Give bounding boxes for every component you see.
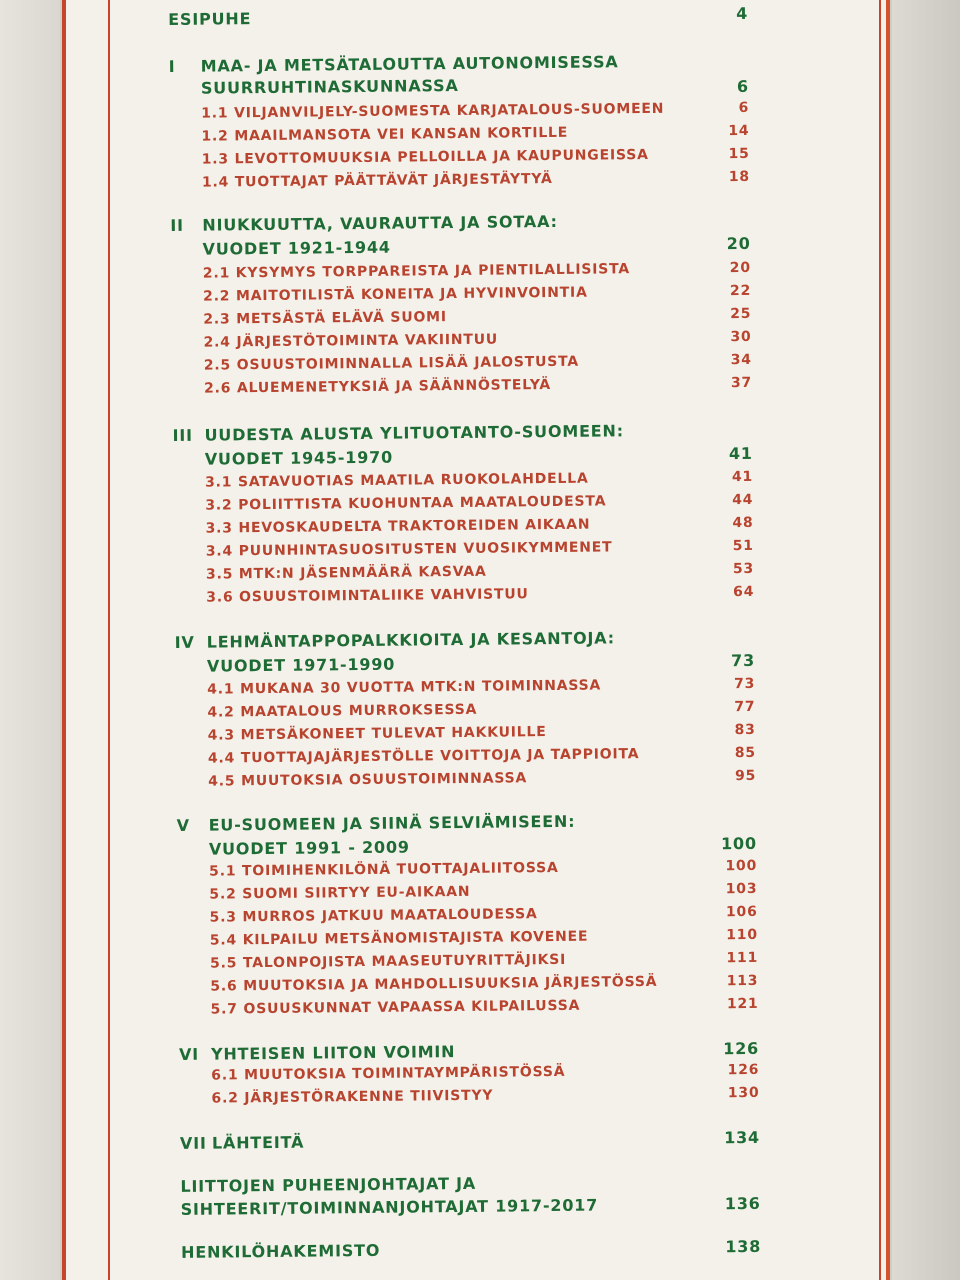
toc-item: 2.3 METSÄSTÄ ELÄVÄ SUOMI 25 bbox=[203, 305, 752, 328]
chapter-title: VUODET 1971-1990 bbox=[206, 654, 396, 676]
toc-item: 5.7 OSUUSKUNNAT VAPAASSA KILPAILUSSA 121 bbox=[210, 995, 759, 1018]
toc-item: 1.3 LEVOTTOMUUKSIA PELLOILLA JA KAUPUNGEISSA 15 bbox=[201, 145, 750, 168]
chapter-2-heading-line2 bbox=[171, 234, 751, 264]
toc-item: 4.5 MUUTOKSIA OSUUSTOIMINNASSA 95 bbox=[208, 767, 757, 790]
toc-item: 5.5 TALONPOJISTA MAASEUTUYRITTÄJIKSI 111 bbox=[210, 949, 759, 972]
toc-item: 3.3 HEVOSKAUDELTA TRAKTOREIDEN AIKAAN 48 bbox=[205, 514, 754, 537]
toc-item: 5.6 MUUTOKSIA JA MAHDOLLISUUKSIA JÄRJESTÖSSÄ 113 bbox=[210, 972, 759, 995]
toc-item: 5.3 MURROS JATKUU MAATALOUDESSA 106 bbox=[209, 903, 758, 926]
toc-item: 2.1 KYSYMYS TORPPAREISTA JA PIENTILALLISISTA 20 bbox=[202, 259, 751, 282]
facing-page bbox=[0, 0, 60, 1280]
toc-item: 5.4 KILPAILU METSÄNOMISTAJISTA KOVENEE 110 bbox=[209, 926, 758, 949]
chapter-title: VUODET 1945-1970 bbox=[204, 447, 394, 469]
chapter-title: YHTEISEN LIITON VOIMIN bbox=[210, 1042, 456, 1064]
chapter-title: UUDESTA ALUSTA YLITUOTANTO-SUOMEEN: bbox=[204, 421, 624, 445]
toc-page: 4 bbox=[736, 3, 749, 24]
toc-page: 126 bbox=[723, 1038, 760, 1059]
toc-page: 41 bbox=[728, 443, 753, 464]
toc-item: 1.2 MAAILMANSOTA VEI KANSAN KORTILLE 14 bbox=[201, 122, 750, 145]
toc-item: 2.2 MAITOTILISTÄ KONEITA JA HYVINVOINTIA 22 bbox=[203, 282, 752, 305]
toc-item: 4.4 TUOTTAJAJÄRJESTÖLLE VOITTOJA JA TAPPIOITA 85 bbox=[207, 744, 757, 767]
toc-page: 134 bbox=[724, 1127, 761, 1148]
toc-item: 3.5 MTK:N JÄSENMÄÄRÄ KASVAA 53 bbox=[205, 560, 755, 583]
chapter-title: EU-SUOMEEN JA SIINÄ SELVIÄMISEEN: bbox=[208, 811, 576, 835]
chapter-title: VUODET 1991 - 2009 bbox=[208, 837, 410, 859]
next-page-edge bbox=[892, 0, 960, 1280]
chapter-number: III bbox=[172, 425, 193, 445]
toc-item: 3.2 POLIITTISTA KUOHUNTAA MAATALOUDESTA 44 bbox=[205, 491, 754, 514]
chapter-title: LÄHTEITÄ bbox=[211, 1132, 305, 1153]
table-of-contents bbox=[168, 0, 781, 1280]
toc-item: 3.1 SATAVUOTIAS MAATILA RUOKOLAHDELLA 41 bbox=[204, 468, 754, 491]
chapter-number: VI bbox=[178, 1044, 200, 1064]
toc-item: 4.3 METSÄKONEET TULEVAT HAKKUILLE 83 bbox=[207, 721, 756, 744]
toc-title: LIITTOJEN PUHEENJOHTAJAT JA bbox=[180, 1173, 477, 1196]
toc-item: 1.4 TUOTTAJAT PÄÄTTÄVÄT JÄRJESTÄYTYÄ 18 bbox=[201, 168, 750, 191]
toc-item: 2.5 OSUUSTOIMINNALLA LISÄÄ JALOSTUSTA 34 bbox=[203, 351, 752, 374]
toc-page: 136 bbox=[724, 1193, 761, 1214]
toc-page: 6 bbox=[736, 76, 750, 97]
chapter-number: II bbox=[170, 215, 184, 235]
chapter-number: I bbox=[168, 56, 176, 76]
chapter-number: IV bbox=[174, 632, 195, 652]
chapter-1-heading-line2 bbox=[169, 73, 749, 103]
toc-page: 100 bbox=[720, 833, 757, 854]
toc-item: 6.1 MUUTOKSIA TOIMINTAYMPÄRISTÖSSÄ 126 bbox=[211, 1061, 760, 1084]
toc-page: 20 bbox=[726, 233, 751, 254]
toc-item: 5.1 TOIMIHENKILÖNÄ TUOTTAJALIITOSSA 100 bbox=[209, 857, 758, 880]
toc-item: 2.4 JÄRJESTÖTOIMINTA VAKIINTUU 30 bbox=[203, 328, 752, 351]
chapter-title: SUURRUHTINASKUNNASSA bbox=[200, 75, 459, 98]
chapter-title: VUODET 1921-1944 bbox=[202, 237, 391, 259]
chapter-title: MAA- JA METSÄTALOUTTA AUTONOMISESSA bbox=[200, 52, 619, 76]
toc-item: 6.2 JÄRJESTÖRAKENNE TIIVISTYY 130 bbox=[211, 1084, 760, 1107]
toc-title: SIHTEERIT/TOIMINNANJOHTAJAT 1917-2017 bbox=[180, 1195, 599, 1219]
chapter-number: V bbox=[176, 815, 190, 835]
toc-item: 2.6 ALUEMENETYKSIÄ JA SÄÄNNÖSTELYÄ 37 bbox=[203, 374, 753, 397]
toc-item: 4.1 MUKANA 30 VUOTTA MTK:N TOIMINNASSA 73 bbox=[207, 675, 756, 698]
toc-title: ESIPUHE bbox=[168, 9, 252, 29]
toc-title: HENKILÖHAKEMISTO bbox=[181, 1240, 381, 1262]
toc-item: 3.4 PUUNHINTASUOSITUSTEN VUOSIKYMMENET 51 bbox=[205, 537, 754, 560]
toc-item: 3.6 OSUUSTOIMINTALIIKE VAHVISTUU 64 bbox=[206, 583, 755, 606]
toc-item: 1.1 VILJANVILJELY-SUOMESTA KARJATALOUS-SUOMEEN 6 bbox=[201, 99, 750, 122]
chapter-title: NIUKKUUTTA, VAURAUTTA JA SOTAA: bbox=[202, 211, 558, 235]
toc-item: 4.2 MAATALOUS MURROKSESSA 77 bbox=[207, 698, 756, 721]
chapter-number: VII bbox=[179, 1133, 207, 1153]
chapter-title: LEHMÄNTAPPOPALKKIOITA JA KESANTOJA: bbox=[206, 628, 615, 652]
toc-esipuhe bbox=[168, 4, 748, 34]
toc-page: 138 bbox=[725, 1236, 762, 1257]
toc-liitot-line2 bbox=[181, 1194, 761, 1224]
chapter-7-heading bbox=[180, 1128, 760, 1158]
toc-page: 73 bbox=[730, 650, 756, 671]
toc-henkilohakemisto bbox=[181, 1237, 761, 1267]
toc-item: 5.2 SUOMI SIIRTYY EU-AIKAAN 103 bbox=[209, 880, 758, 903]
